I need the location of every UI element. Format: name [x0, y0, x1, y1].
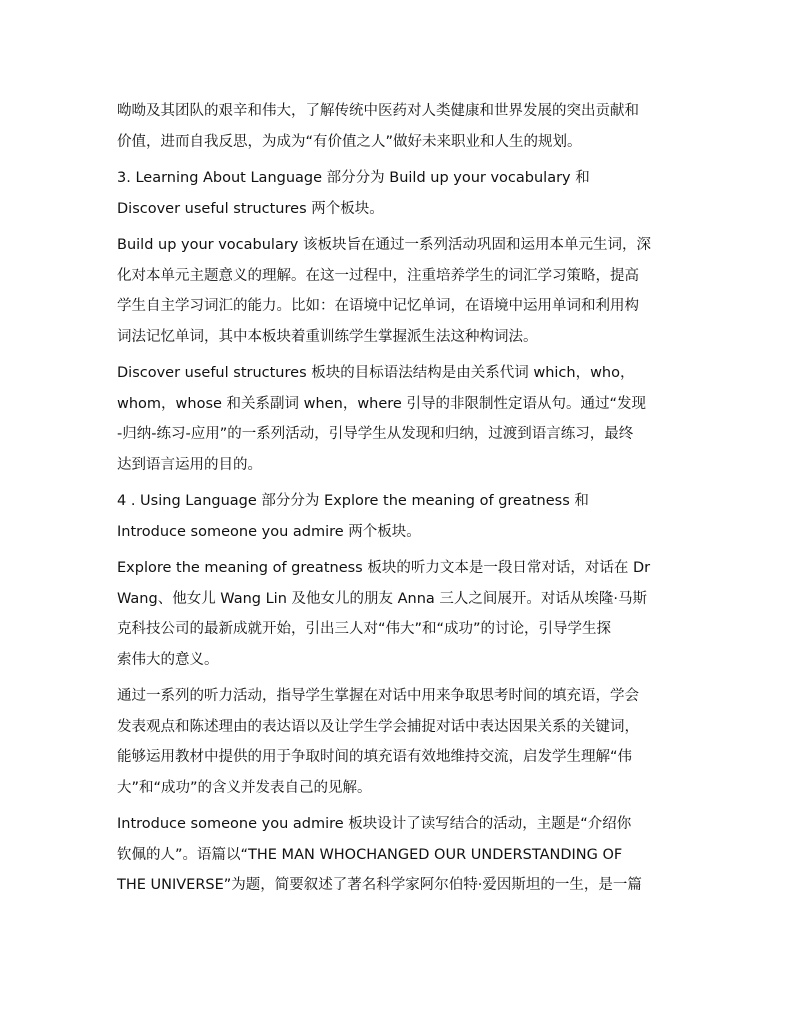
text-line: 化对本单元主题意义的理解。在这一过程中，注重培养学生的词汇学习策略，提高: [117, 267, 639, 284]
text-line: whom，whose 和关系副词 when，where 引导的非限制性定语从句。通过“发现: [117, 395, 646, 412]
paragraph-discover-useful-structures: [117, 358, 677, 480]
text-line: 学生自主学习词汇的能力。比如：在语境中记忆单词，在语境中运用单词和利用构: [117, 298, 639, 314]
text-line: 词法记忆单词，其中本板块着重训练学生掌握派生法这种构词法。: [117, 328, 538, 345]
section-heading-line: 4 . Using Language 部分分为 Explore the meaning of greatness 和: [117, 493, 589, 509]
paragraph-learning-about-language: [117, 163, 677, 224]
text-line: Build up your vocabulary 该板块旨在通过一系列活动巩固和运用本单元生词，深: [117, 237, 651, 253]
document-body: [117, 96, 677, 907]
text-line: THE UNIVERSE”为题，简要叙述了著名科学家阿尔伯特·爱因斯坦的一生，是一篇: [117, 877, 642, 893]
section-heading-line: Discover useful structures 两个板块。: [117, 200, 384, 217]
text-line: 发表观点和陈述理由的表达语以及让学生学会捕捉对话中表达因果关系的关键词，: [117, 718, 639, 735]
section-heading-line: Introduce someone you admire 两个板块。: [117, 523, 421, 540]
paragraph-tu-youyou-conclusion: [117, 96, 677, 157]
text-line: 克科技公司的最新成就开始，引出三人对“伟大”和“成功”的讨论，引导学生探: [117, 621, 612, 637]
text-line: Introduce someone you admire 板块设计了读写结合的活动，主题是“介绍你: [117, 816, 632, 832]
paragraph-build-up-vocabulary: [117, 230, 677, 352]
text-line: Discover useful structures 板块的目标语法结构是由关系代词 which，who，: [117, 365, 635, 381]
paragraph-listening-activities: [117, 681, 677, 803]
section-heading-line: 3. Learning About Language 部分分为 Build up your vocabulary 和: [117, 170, 590, 186]
text-line: Wang、他女儿 Wang Lin 及他女儿的朋友 Anna 三人之间展开。对话从埃隆·马斯: [117, 590, 648, 607]
text-line: 索伟大的意义。: [117, 651, 219, 668]
text-line: 达到语言运用的目的。: [117, 456, 262, 473]
text-line: 能够运用教材中提供的用于争取时间的填充语有效地维持交流，启发学生理解“伟: [117, 749, 633, 765]
text-line: -归纳-练习-应用”的一系列活动，引导学生从发现和归纳，过渡到语言练习，最终: [117, 426, 634, 442]
text-line: 钦佩的人”。语篇以“THE MAN WHOCHANGED OUR UNDERSTANDING OF: [117, 846, 623, 863]
text-line: 通过一系列的听力活动，指导学生掌握在对话中用来争取思考时间的填充语，学会: [117, 688, 639, 704]
text-line: 呦呦及其团队的艰辛和伟大，了解传统中医药对人类健康和世界发展的突出贡献和: [117, 103, 639, 119]
text-line: Explore the meaning of greatness 板块的听力文本是一段日常对话，对话在 Dr: [117, 560, 651, 576]
paragraph-introduce-someone: [117, 809, 677, 901]
text-line: 价值，进而自我反思，为成为“有价值之人”做好未来职业和人生的规划。: [117, 133, 582, 150]
text-line: 大”和“成功”的含义并发表自己的见解。: [117, 779, 372, 796]
paragraph-explore-greatness: [117, 553, 677, 675]
paragraph-using-language: [117, 486, 677, 547]
